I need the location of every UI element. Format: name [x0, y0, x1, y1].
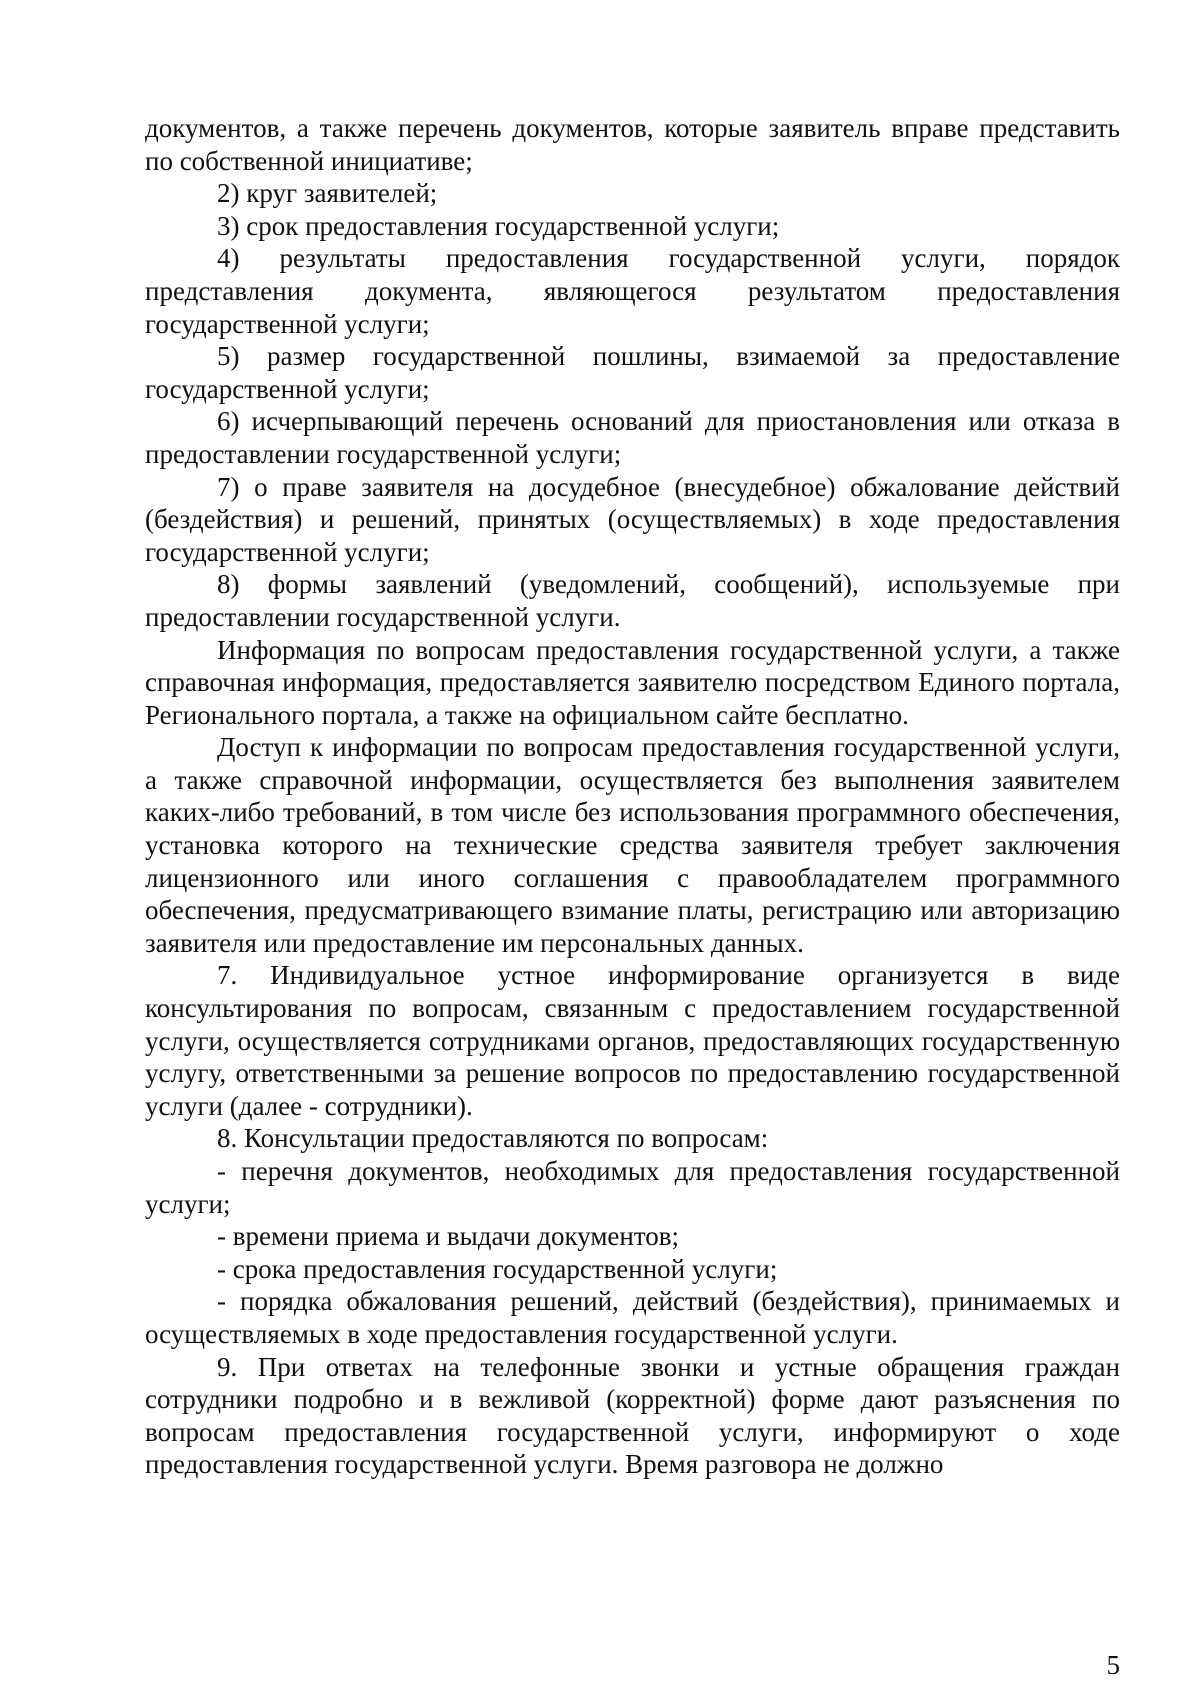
page-number: 5 — [1106, 1650, 1120, 1680]
list-item-term: 3) срок предоставления государственной услуги; — [217, 210, 780, 241]
paragraph-section-7: 7. Индивидуальное устное информирование организуется в виде консультирования по вопросам, связанным с предоставлением государственной услуги, осуществляется сотрудниками органов, предоставляющих государственную услугу, ответственными за решение вопросов по предоставлению государственной услуги (далее - сотрудники). — [145, 960, 1120, 1121]
paragraph-access: Доступ к информации по вопросам предоставления государственной услуги, а также справочной информации, осуществляется без выполнения заявителем каких-либо требований, в том числе без использования программного обеспечения, установка которого на технические средства заявителя требует заключения лицензионного или иного соглашения с правообладателем программного обеспечения, предусматривающего взимание платы, регистрацию или авторизацию заявителя или предоставление им персональных данных. — [145, 732, 1120, 958]
paragraph-information: Информация по вопросам предоставления государственной услуги, а также справочная информация, предоставляется заявителю посредством Единого портала, Регионального портала, а также на официальном сайте бесплатно. — [145, 634, 1120, 730]
list-item-fee: 5) размер государственной пошлины, взимаемой за предоставление государственной услуги; — [145, 341, 1120, 404]
paragraph-continuation: документов, а также перечень документов, которые заявитель вправе представить по собственной инициативе; — [145, 113, 1120, 176]
list-item-applicants: 2) круг заявителей; — [217, 178, 438, 209]
list-item-forms: 8) формы заявлений (уведомлений, сообщений), используемые при предоставлении государственной услуги. — [145, 569, 1120, 632]
paragraph-section-8: 8. Консультации предоставляются по вопросам: — [217, 1123, 769, 1154]
consultation-item-term: - срока предоставления государственной услуги; — [217, 1253, 778, 1284]
list-item-appeal-right: 7) о праве заявителя на досудебное (внесудебное) обжалование действий (бездействия) и решений, принятых (осуществляемых) в ходе предоставления государственной услуги; — [145, 471, 1120, 567]
consultation-item-reception-time: - времени приема и выдачи документов; — [217, 1221, 680, 1252]
paragraph-section-9: 9. При ответах на телефонные звонки и устные обращения граждан сотрудники подробно и в вежливой (корректной) форме дают разъяснения по вопросам предоставления государственной услуги, информируют о ходе предоставления государственной услуги. Время разговора не должно — [145, 1351, 1120, 1480]
document-body — [145, 112, 1120, 1481]
consultation-item-documents: - перечня документов, необходимых для предоставления государственной услуги; — [145, 1156, 1120, 1219]
list-item-results: 4) результаты предоставления государственной услуги, порядок представления документа, являющегося результатом предоставления государственной услуги; — [145, 243, 1120, 339]
list-item-refusal-grounds: 6) исчерпывающий перечень оснований для приостановления или отказа в предоставлении государственной услуги; — [145, 406, 1120, 469]
consultation-item-appeal-procedure: - порядка обжалования решений, действий (бездействия), принимаемых и осуществляемых в ходе предоставления государственной услуги. — [145, 1286, 1120, 1349]
